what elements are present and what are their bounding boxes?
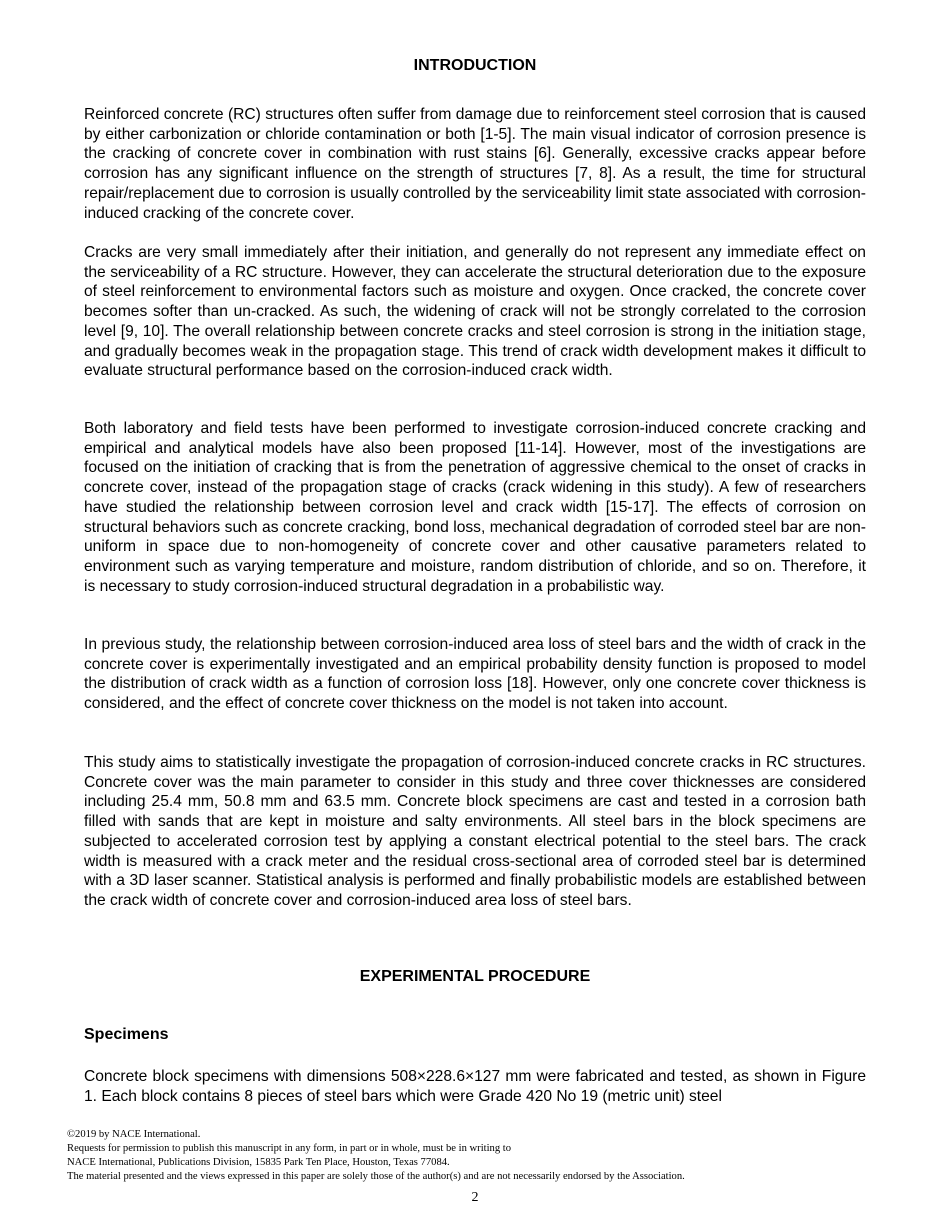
intro-paragraph-5: This study aims to statistically investigate the propagation of corrosion-induced concrete cracks in RC structures. Concrete cover was the main parameter to consider in this study and three cover thicknesses are considered including 25.4 mm, 50.8 mm and 63.5 mm. Concrete block specimens are cast and tested in a corrosion bath filled with sands that are kept in moisture and salty environments. All steel bars in the block specimens are subjected to accelerated corrosion test by applying a constant electrical potential to the steel bars. The crack width is measured with a crack meter and the residual cross-sectional area of corroded steel bar is determined with a 3D laser scanner. Statistical analysis is performed and finally probabilistic models are established between the crack width of concrete cover and corrosion-induced area loss of steel bars. — [84, 754, 866, 909]
footer-copyright-line: ©2019 by NACE International. — [67, 1129, 201, 1140]
intro-paragraph-3: Both laboratory and field tests have been performed to investigate corrosion-induced concrete cracking and empirical and analytical models have also been proposed [11-14]. However, most of the investigations are focused on the initiation of cracking that is from the penetration of aggressive chemical to the onset of cracks in concrete cover, instead of the propagation stage of cracks (crack widening in this study). A few of researchers have studied the relationship between corrosion level and crack width [15-17]. The effects of corrosion on structural behaviors such as concrete cracking, bond loss, mechanical degradation of corroded steel bar are non-uniform in space due to non-homogeneity of concrete cover and other causative parameters related to environment such as varying temperature and moisture, random distribution of chloride, and so on. Therefore, it is necessary to study corrosion-induced structural degradation in a probabilistic way. — [84, 420, 866, 595]
specimens-paragraph: Concrete block specimens with dimensions 508×228.6×127 mm were fabricated and tested, as shown in Figure 1. Each block contains 8 pieces of steel bars which were Grade 420 No 19 (metric unit) steel — [84, 1068, 866, 1105]
footer-address-line: NACE International, Publications Division, 15835 Park Ten Place, Houston, Texas 77084. — [67, 1157, 450, 1168]
page-number: 2 — [471, 1190, 479, 1205]
introduction-heading: INTRODUCTION — [413, 57, 537, 74]
footer-permission-line: Requests for permission to publish this manuscript in any form, in part or in whole, must be in writing to — [67, 1143, 512, 1154]
intro-paragraph-4: In previous study, the relationship between corrosion-induced area loss of steel bars and the width of crack in the concrete cover is experimentally investigated and an empirical probability density function is proposed to model the distribution of crack width as a function of corrosion loss [18]. However, only one concrete cover thickness is considered, and the effect of concrete cover thickness on the model is not taken into account. — [84, 636, 866, 713]
intro-paragraph-2: Cracks are very small immediately after their initiation, and generally do not represent any immediate effect on the serviceability of a RC structure. However, they can accelerate the structural deterioration due to the exposure of steel reinforcement to environmental factors such as moisture and oxygen. Once cracked, the concrete cover becomes softer than un-cracked. As such, the widening of crack will not be strongly correlated to the corrosion level [9, 10]. The overall relationship between concrete cracks and steel corrosion is strong in the initiation stage, and gradually becomes weak in the propagation stage. This trend of crack width development makes it difficult to evaluate structural performance based on the corrosion-induced crack width. — [84, 244, 866, 380]
copyright-footer — [67, 1128, 907, 1184]
intro-paragraph-1: Reinforced concrete (RC) structures often suffer from damage due to reinforcement steel corrosion that is caused by either carbonization or chloride contamination or both [1-5]. The main visual indicator of corrosion presence is the cracking of concrete cover in combination with rust stains [6]. Generally, excessive cracks appear before corrosion has any significant influence on the strength of structures [7, 8]. As a result, the time for structural repair/replacement due to corrosion is usually controlled by the serviceability limit state associated with corrosion-induced cracking of the concrete cover. — [84, 106, 866, 222]
footer-disclaimer-line: The material presented and the views expressed in this paper are solely those of the author(s) and are not necessarily endorsed by the Association. — [67, 1171, 685, 1182]
specimens-subheading: Specimens — [84, 1026, 169, 1043]
experimental-procedure-heading: EXPERIMENTAL PROCEDURE — [359, 968, 591, 985]
